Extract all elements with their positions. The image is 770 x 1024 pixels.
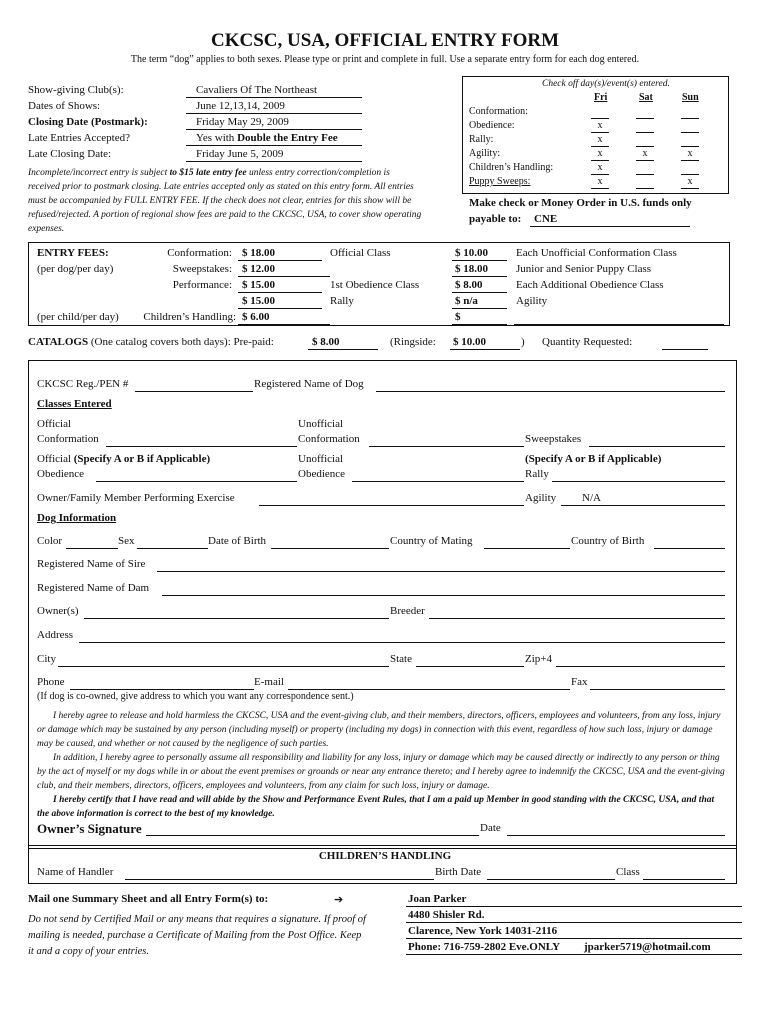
label-show-dates: Dates of Shows: <box>28 100 101 112</box>
payee-value[interactable]: CNE <box>534 213 558 225</box>
agility-value[interactable]: N/A <box>582 492 601 504</box>
date-field[interactable] <box>507 835 725 836</box>
phone-field[interactable] <box>70 689 254 690</box>
check-rally-sat[interactable] <box>636 134 654 147</box>
country-birth-field[interactable] <box>654 548 725 549</box>
official-obedience-field[interactable] <box>96 481 297 482</box>
reg-field[interactable] <box>135 391 253 392</box>
fee-amount-sweepstakes[interactable]: $ 12.00 <box>242 263 275 275</box>
handler-birth-label: Birth Date <box>435 866 482 878</box>
color-label: Color <box>37 535 63 547</box>
mail-phone: Phone: 716-759-2802 Eve.ONLY <box>408 941 561 953</box>
check-agility-sat[interactable]: x <box>636 148 654 161</box>
sweepstakes-field[interactable] <box>589 446 725 447</box>
sire-field[interactable] <box>157 571 725 572</box>
owners-field[interactable] <box>84 618 389 619</box>
sex-label: Sex <box>118 535 135 547</box>
legal-certify: I hereby certify that I have read and will abide by the Show and Performance Event Rules, that I am a paid up Member in good standing with the CKCSC, USA, and that the above information is correct to the best of my knowledge. <box>37 795 715 819</box>
dam-field[interactable] <box>162 595 725 596</box>
rally-specify-heading: (Specify A or B if Applicable) <box>525 453 662 465</box>
reg-name-label: Registered Name of Dog <box>254 378 364 390</box>
fee-desc-unofficial: Each Unofficial Conformation Class <box>516 247 677 259</box>
reg-label: CKCSC Reg./PEN # <box>37 378 129 390</box>
handler-name-field[interactable] <box>125 879 434 880</box>
fee-amount-obedience[interactable]: $ 15.00 <box>242 279 275 291</box>
legal-indemnify: In addition, I hereby agree to personally assume all responsibility and liability for any loss, injury or damage which may be caused directly or indirectly to any person or thing by the act of myself or my dogs while in or about the event premises or grounds or near any entrance thereto; and I hereby agree to indemnify the CKCSC, USA and the event-giving club, and their members, directors, officers, employees and volunteers, from any claim for such loss, injury or damage. <box>37 753 725 791</box>
unofficial-obedience-label: Obedience <box>298 468 346 480</box>
breeder-label: Breeder <box>390 605 425 617</box>
classes-entered-heading: Classes Entered <box>37 398 112 410</box>
dob-field[interactable] <box>271 548 389 549</box>
payment-note: Make check or Money Order in U.S. funds only <box>469 197 692 209</box>
check-conf-sun[interactable] <box>681 106 699 119</box>
event-puppy-sweeps: Puppy Sweeps: <box>469 176 531 187</box>
country-birth-label: Country of Birth <box>571 535 645 547</box>
legal-release: I hereby agree to release and hold harmless the CKCSC, USA and the event-giving club, and their members, directors, officers, employees and volunteers, from any loss, injury or damage which may be sustained by any person (including myself) or property (including my dogs) in connection with this event, regardless of how such loss, injury or damage may be caused, and whether or not caused by the negligence of such parties. <box>37 711 721 749</box>
owner-signature-label: Owner’s Signature <box>37 821 142 836</box>
coowned-note: (If dog is co-owned, give address to which you want any correspondence sent.) <box>37 691 354 702</box>
dob-label: Date of Birth <box>208 535 267 547</box>
check-puppy-sat[interactable] <box>636 176 654 189</box>
check-puppy-sun[interactable]: x <box>681 176 699 189</box>
childrens-handling-title: CHILDREN’S HANDLING <box>318 850 452 862</box>
fee-label-childrens-handling: Children’s Handling: <box>143 311 236 323</box>
fee-amount-other[interactable]: $ <box>455 311 461 323</box>
fee-label-performance: Performance: <box>172 279 232 291</box>
page-subtitle: The term “dog” applies to both sexes. Please type or print and complete in full. Use a separate entry form for each dog entered. <box>130 54 640 65</box>
checkoff-title: Check off day(s)/event(s) entered. <box>542 79 670 89</box>
catalog-close-paren: ) <box>521 336 525 348</box>
catalog-ringside-label: (Ringside: <box>390 336 436 348</box>
catalog-qty-label: Quantity Requested: <box>542 336 633 348</box>
zip-label: Zip+4 <box>525 653 552 665</box>
fee-amount-puppy[interactable]: $ 18.00 <box>455 263 488 275</box>
owners-label: Owner(s) <box>37 605 79 617</box>
handler-class-label: Class <box>616 866 640 878</box>
check-puppy-fri[interactable]: x <box>591 176 609 189</box>
country-mating-field[interactable] <box>484 548 570 549</box>
unofficial-conformation-label: Conformation <box>298 433 360 445</box>
catalog-qty-field[interactable] <box>662 349 708 350</box>
mail-name: Joan Parker <box>408 893 467 905</box>
date-label: Date <box>480 822 501 834</box>
arrow-right-icon: ➔ <box>334 894 344 906</box>
page-title: CKCSC, USA, OFFICIAL ENTRY FORM <box>210 30 560 51</box>
late-note-line1: Incomplete/incorrect entry is subject to $15 late entry fee unless entry correction/completion is <box>28 168 390 178</box>
fee-desc-additional-obedience: Each Additional Obedience Class <box>516 279 664 291</box>
unofficial-obedience-heading: Unofficial <box>298 453 344 465</box>
fax-field[interactable] <box>590 689 725 690</box>
fee-desc-puppy: Junior and Senior Puppy Class <box>516 263 652 275</box>
official-label: Official <box>37 418 72 430</box>
fax-label: Fax <box>571 676 588 688</box>
label-closing-date: Closing Date (Postmark): <box>28 116 148 128</box>
city-label: City <box>37 653 56 665</box>
sex-field[interactable] <box>137 548 208 549</box>
sweepstakes-label: Sweepstakes <box>525 433 582 445</box>
mail-city: Clarence, New York 14031-2116 <box>408 925 558 937</box>
phone-label: Phone <box>37 676 65 688</box>
fee-amount-rally[interactable]: $ 15.00 <box>242 295 275 307</box>
fee-desc-agility: Agility <box>516 295 548 307</box>
owner-signature-field[interactable] <box>146 835 479 836</box>
event-childrens-handling: Children’s Handling: <box>469 162 554 173</box>
breeder-field[interactable] <box>429 618 725 619</box>
official-conformation-label: Conformation <box>37 433 99 445</box>
event-agility: Agility: <box>469 148 501 159</box>
check-rally-sun[interactable] <box>681 134 699 147</box>
label-show-club: Show-giving Club(s): <box>28 84 124 96</box>
email-label: E-mail <box>254 676 284 688</box>
address-field[interactable] <box>79 642 725 643</box>
rally-label: Rally <box>525 468 549 480</box>
day-sat: Sat <box>639 92 653 103</box>
label-late-closing: Late Closing Date: <box>28 148 112 160</box>
check-obed-sun[interactable] <box>681 120 699 133</box>
check-conf-fri[interactable] <box>591 106 609 119</box>
entry-fees-title: ENTRY FEES: <box>37 247 109 259</box>
fee-amount-additional-obedience[interactable]: $ 8.00 <box>455 279 483 291</box>
catalog-ringside[interactable]: $ 10.00 <box>453 336 486 348</box>
handler-birth-field[interactable] <box>487 879 615 880</box>
rally-field[interactable] <box>552 481 725 482</box>
agility-label: Agility <box>525 492 557 504</box>
check-children-fri[interactable]: x <box>591 162 609 175</box>
late-entries-value: Yes with Double the Entry Fee <box>196 132 338 144</box>
dam-label: Registered Name of Dam <box>37 582 150 594</box>
state-label: State <box>390 653 412 665</box>
day-sun: Sun <box>682 92 699 103</box>
fee-desc-official-class: Official Class <box>330 247 391 259</box>
dog-info-heading: Dog Information <box>37 512 117 524</box>
owner-member-label: Owner/Family Member Performing Exercise <box>37 492 235 504</box>
official-obedience-label: Obedience <box>37 468 85 480</box>
fee-amount-unofficial[interactable]: $ 10.00 <box>455 247 488 259</box>
fee-amount-childrens[interactable]: $ 6.00 <box>242 311 270 323</box>
country-mating-label: Country of Mating <box>390 535 473 547</box>
fee-amount-conformation[interactable]: $ 18.00 <box>242 247 275 259</box>
handler-class-field[interactable] <box>643 879 725 880</box>
show-club-value: Cavaliers Of The Northeast <box>196 84 318 96</box>
late-note-body: received prior to postmark closing. Late entries accepted only as stated on this entry form. All entries must be accompanied by FULL ENTRY FEE. If the check does not clear, entries for this show will be refused/rejected. A portion of regional show fees are paid to the CKCSC, USA, to cover show operating expenses. <box>28 182 422 234</box>
official-obedience-heading: Official (Specify A or B if Applicable) <box>37 453 211 465</box>
check-obed-fri[interactable]: x <box>591 120 609 133</box>
state-field[interactable] <box>416 666 524 667</box>
mail-note: Do not send by Certified Mail or any means that requires a signature. If proof of mailing is needed, purchase a Certificate of Mailing from the Post Office. Keep it and a copy of your entries. <box>28 914 366 957</box>
day-fri: Fri <box>594 92 608 103</box>
zip-field[interactable] <box>556 666 725 667</box>
address-label: Address <box>37 629 74 641</box>
official-conformation-field[interactable] <box>106 446 297 447</box>
fee-amount-agility[interactable]: $ n/a <box>455 295 478 307</box>
email-field[interactable] <box>288 689 570 690</box>
catalog-prepaid[interactable]: $ 8.00 <box>312 336 340 348</box>
mail-email[interactable]: jparker5719@hotmail.com <box>584 941 711 953</box>
fee-desc-rally: Rally <box>330 295 354 307</box>
unofficial-conformation-field[interactable] <box>369 446 524 447</box>
reg-name-field[interactable] <box>376 391 725 392</box>
check-children-sun[interactable] <box>681 162 699 175</box>
per-child-note: (per child/per day) <box>37 311 119 323</box>
show-dates-value: June 12,13,14, 2009 <box>196 100 285 112</box>
fee-label-conformation: Conformation: <box>167 247 232 259</box>
event-obedience: Obedience: <box>469 120 515 131</box>
payment-label: payable to: <box>469 213 522 225</box>
per-dog-note: (per dog/per day) <box>37 263 114 275</box>
fee-label-sweepstakes: Sweepstakes: <box>172 263 232 275</box>
mail-to-label: Mail one Summary Sheet and all Entry Form(s) to: <box>28 893 269 905</box>
check-agility-sun[interactable]: x <box>681 148 699 161</box>
check-children-sat[interactable] <box>636 162 654 175</box>
fee-desc-first-obedience: 1st Obedience Class <box>330 279 420 291</box>
sire-label: Registered Name of Sire <box>37 558 146 570</box>
check-conf-sat[interactable] <box>636 106 654 119</box>
unofficial-obedience-field[interactable] <box>352 481 524 482</box>
closing-date-value: Friday May 29, 2009 <box>196 116 289 128</box>
late-closing-value: Friday June 5, 2009 <box>196 148 284 160</box>
check-agility-fri[interactable]: x <box>591 148 609 161</box>
event-rally: Rally: <box>469 134 494 145</box>
label-late-entries: Late Entries Accepted? <box>28 132 131 144</box>
owner-member-field[interactable] <box>259 505 524 506</box>
check-obed-sat[interactable] <box>636 120 654 133</box>
mail-street: 4480 Shisler Rd. <box>408 909 485 921</box>
unofficial-label: Unofficial <box>298 418 344 430</box>
catalogs-line: CATALOGS (One catalog covers both days): Pre-paid: <box>28 336 274 348</box>
color-field[interactable] <box>66 548 118 549</box>
check-rally-fri[interactable]: x <box>591 134 609 147</box>
city-field[interactable] <box>58 666 389 667</box>
handler-name-label: Name of Handler <box>37 866 114 878</box>
event-conformation: Conformation: <box>469 106 528 117</box>
